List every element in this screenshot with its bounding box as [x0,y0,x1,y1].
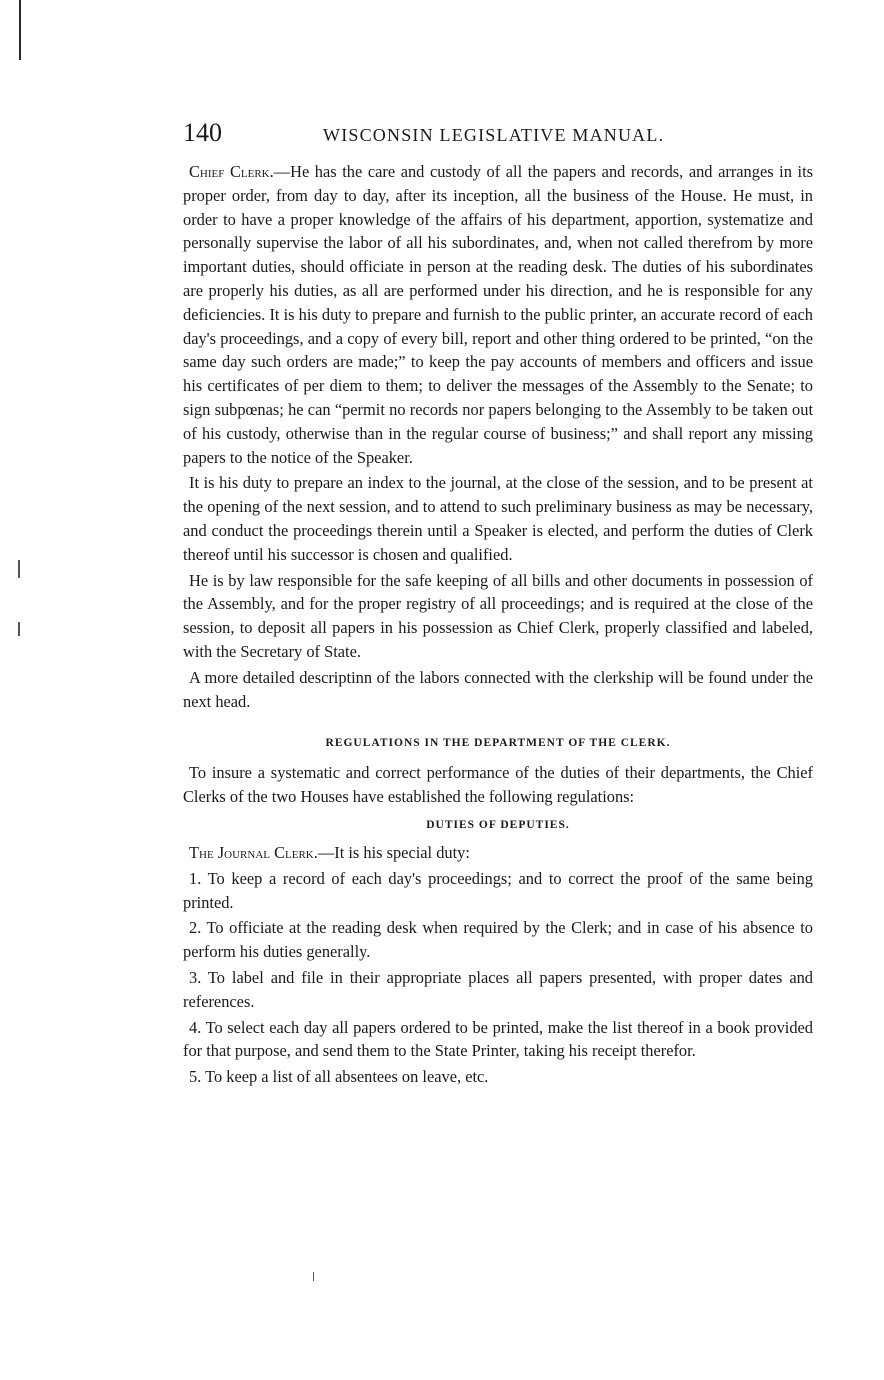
page-edge-mark [19,0,21,60]
running-title: WISCONSIN LEGISLATIVE MANUAL. [323,125,665,145]
chief-clerk-paragraph [183,160,813,469]
duties-heading: DUTIES OF DEPUTIES. [426,818,570,831]
journal-clerk-intro-text: —It is his special duty: [317,842,470,862]
duty-item: 4. To select each day all papers ordered to be printed, make the list thereof in a book provided for that purpose, and send them to the State Printer, taking his receipt therefor. [183,1017,813,1061]
regulations-heading: REGULATIONS IN THE DEPARTMENT OF THE CLERK. [325,737,671,750]
index-paragraph: It is his duty to prepare an index to the journal, at the close of the session, and to be present at the opening of the next session, and to attend to such preliminary business as may be necessary, and conduct the proceedings therein until a Speaker is elected, and perform the duties of Clerk thereof until his successor is chosen and qualified. [183,473,813,564]
duty-item: 5. To keep a list of all absentees on leave, etc. [189,1067,489,1087]
stray-mark [313,1272,314,1281]
duty-item: 3. To label and file in their appropriate places all papers presented, with proper dates and references. [183,967,813,1011]
page [183,118,813,1089]
page-number: 140 [183,118,222,147]
page-edge-mark [18,622,20,636]
chief-clerk-lead: Chief Clerk. [189,162,274,181]
page-edge-mark [18,560,20,578]
duty-item: 2. To officiate at the reading desk when required by the Clerk; and in case of his absence to perform his duties generally. [183,918,813,962]
detailed-description-paragraph: A more detailed descriptinn of the labors connected with the clerkship will be found under the next head. [183,667,813,711]
safe-keeping-paragraph: He is by law responsible for the safe keeping of all bills and other documents in possession of the Assembly, and for the proper registry of all proceedings; and is required at the close of the session, to deposit all papers in his possession as Chief Clerk, properly classified and labeled, with the Secretary of State. [183,570,813,661]
journal-clerk-intro [183,841,813,865]
journal-clerk-lead: The Journal Clerk. [189,842,318,862]
chief-clerk-text: —He has the care and custody of all the papers and records, and arranges in its proper order, from day to day, after its inception, all the business of the House. He must, in order to have a proper knowledge of the affairs of his department, apportion, systematize and personally supervise the labor of all his subordinates, and, when not called therefrom by more important duties, should officiate in person at the reading desk. The duties of his subordinates are properly his duties, as all are performed under his direction, and he is responsible for any deficiencies. It is his duty to prepare and furnish to the public printer, an accurate record of each day's proceedings, and a copy of every bill, report and other thing ordered to be printed, “on the same day such orders are made;” to keep the pay accounts of members and officers and issue his certificates of per diem to them; to deliver the messages of the Assembly to the Senate; to sign subpœnas; he can “permit no records nor papers belonging to the Assembly to be taken out of his custody, otherwise than in the regular course of business;” and shall report any missing papers to the notice of the Speaker. [183,162,813,467]
duty-item: 1. To keep a record of each day's proceedings; and to correct the proof of the same being printed. [183,868,813,912]
regulations-intro: To insure a systematic and correct performance of the duties of their departments, the Chief Clerks of the two Houses have established the following regulations: [183,763,813,807]
page-header [183,118,813,160]
